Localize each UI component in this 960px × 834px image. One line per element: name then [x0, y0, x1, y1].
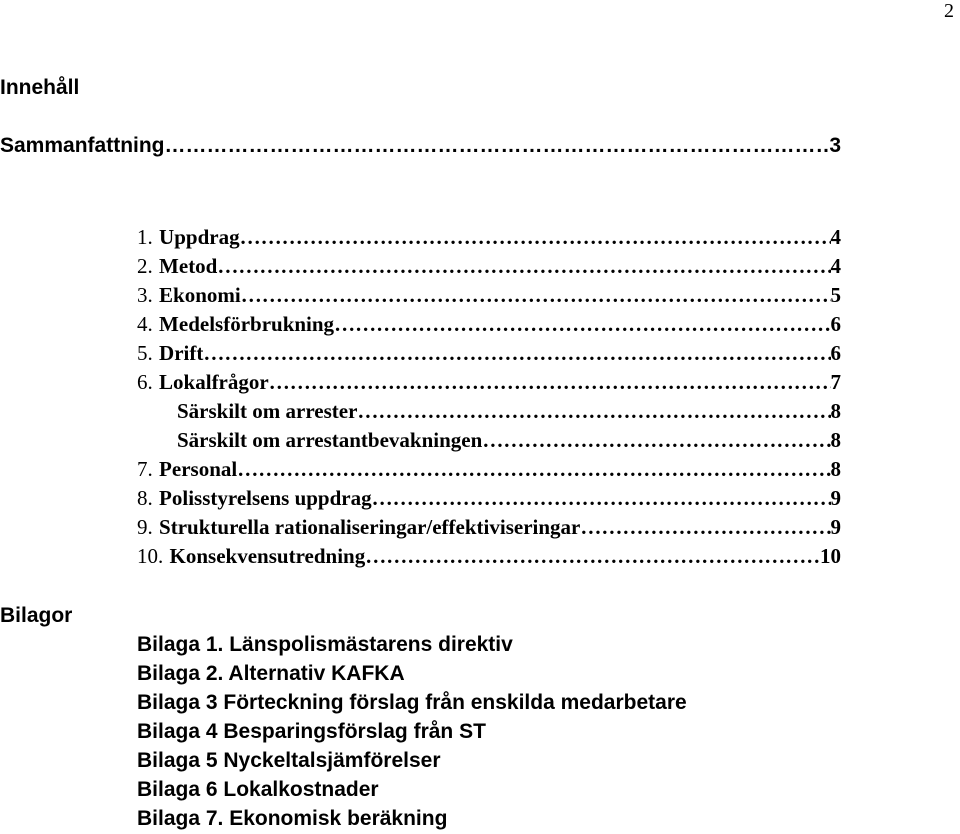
toc-row[interactable]: [137, 426, 841, 455]
toc-row-title: Särskilt om arrestantbevakningen: [177, 428, 483, 452]
toc-leader-dots: [580, 513, 830, 542]
appendix-item[interactable]: Bilaga 1. Länspolismästarens direktiv: [137, 633, 513, 656]
toc-row-page: 8: [830, 399, 841, 423]
toc-row[interactable]: [137, 455, 841, 484]
appendices-heading: Bilagor: [0, 604, 73, 627]
toc-row-title: Polisstyrelsens uppdrag: [159, 486, 372, 510]
toc-leader-dots: [203, 339, 830, 368]
toc-row-number: 5.: [137, 341, 153, 365]
toc-row[interactable]: [137, 339, 841, 368]
toc-row-page: 6: [830, 312, 841, 336]
toc-leader-dots: [241, 281, 831, 310]
toc-row-number: 6.: [137, 370, 153, 394]
toc-leader-dots: [357, 397, 830, 426]
toc-leader-dots: [334, 310, 830, 339]
toc-leader-dots: [372, 484, 831, 513]
toc-row-number: 1.: [137, 225, 153, 249]
toc-row-title: Uppdrag: [159, 225, 240, 249]
toc-row[interactable]: [137, 513, 841, 542]
toc-row[interactable]: [137, 223, 841, 252]
toc-row-title: Personal: [159, 457, 238, 481]
toc-row-page: 8: [830, 457, 841, 481]
toc-row-number: 2.: [137, 254, 153, 278]
toc-row-page: 8: [830, 428, 841, 452]
toc-row-page: 9: [830, 486, 841, 510]
toc-row-number: 7.: [137, 457, 153, 481]
toc-leader-dots: [217, 252, 830, 281]
toc-row[interactable]: [137, 252, 841, 281]
toc-leader-dots: [165, 134, 830, 158]
appendices-list: [137, 630, 687, 833]
toc-row-number: 9.: [137, 515, 153, 539]
toc-row-title: Särskilt om arrester: [177, 399, 358, 423]
appendix-item[interactable]: Bilaga 7. Ekonomisk beräkning: [137, 807, 448, 830]
toc-leader-dots: [237, 455, 830, 484]
appendix-item[interactable]: Bilaga 4 Besparingsförslag från ST: [137, 720, 486, 743]
toc-row-title: Lokalfrågor: [159, 370, 269, 394]
page-number: 2: [944, 0, 954, 22]
toc-row-page: 5: [830, 283, 841, 307]
toc-row-page: 9: [830, 515, 841, 539]
appendix-item[interactable]: Bilaga 6 Lokalkostnader: [137, 778, 379, 801]
toc-row-page: 4: [830, 225, 841, 249]
toc-row-number: 10.: [137, 544, 164, 568]
toc-row[interactable]: [137, 542, 841, 571]
toc-leader-dots: [365, 542, 820, 571]
contents-heading: Innehåll: [0, 76, 80, 99]
toc-row[interactable]: [137, 310, 841, 339]
toc-row-title: Ekonomi: [159, 283, 241, 307]
toc-summary-page: 3: [829, 134, 841, 157]
toc-leader-dots: [269, 368, 831, 397]
toc-row-number: 3.: [137, 283, 153, 307]
toc-row-number: 8.: [137, 486, 153, 510]
toc-row-title: Drift: [159, 341, 204, 365]
appendix-item[interactable]: Bilaga 5 Nyckeltalsjämförelser: [137, 749, 441, 772]
toc-list: [137, 223, 841, 571]
toc-row-number: 4.: [137, 312, 153, 336]
toc-row-title: Konsekvensutredning: [169, 544, 366, 568]
toc-row[interactable]: [137, 484, 841, 513]
toc-row-title: Medelsförbrukning: [159, 312, 335, 336]
toc-row-page: 10: [820, 544, 841, 568]
appendix-item[interactable]: Bilaga 3 Förteckning förslag från enskilda medarbetare: [137, 691, 687, 714]
toc-row-page: 4: [830, 254, 841, 278]
toc-row-title: Metod: [159, 254, 218, 278]
toc-row-title: Strukturella rationaliseringar/effektiviseringar: [159, 515, 581, 539]
toc-summary-title: Sammanfattning: [0, 134, 165, 157]
toc-row-page: 7: [830, 370, 841, 394]
toc-row[interactable]: [137, 368, 841, 397]
toc-leader-dots: [482, 426, 830, 455]
toc-row[interactable]: [137, 281, 841, 310]
toc-row-page: 6: [830, 341, 841, 365]
appendix-item[interactable]: Bilaga 2. Alternativ KAFKA: [137, 662, 405, 685]
toc-leader-dots: [240, 223, 831, 252]
toc-row[interactable]: [137, 397, 841, 426]
toc-summary-row[interactable]: [0, 134, 841, 158]
